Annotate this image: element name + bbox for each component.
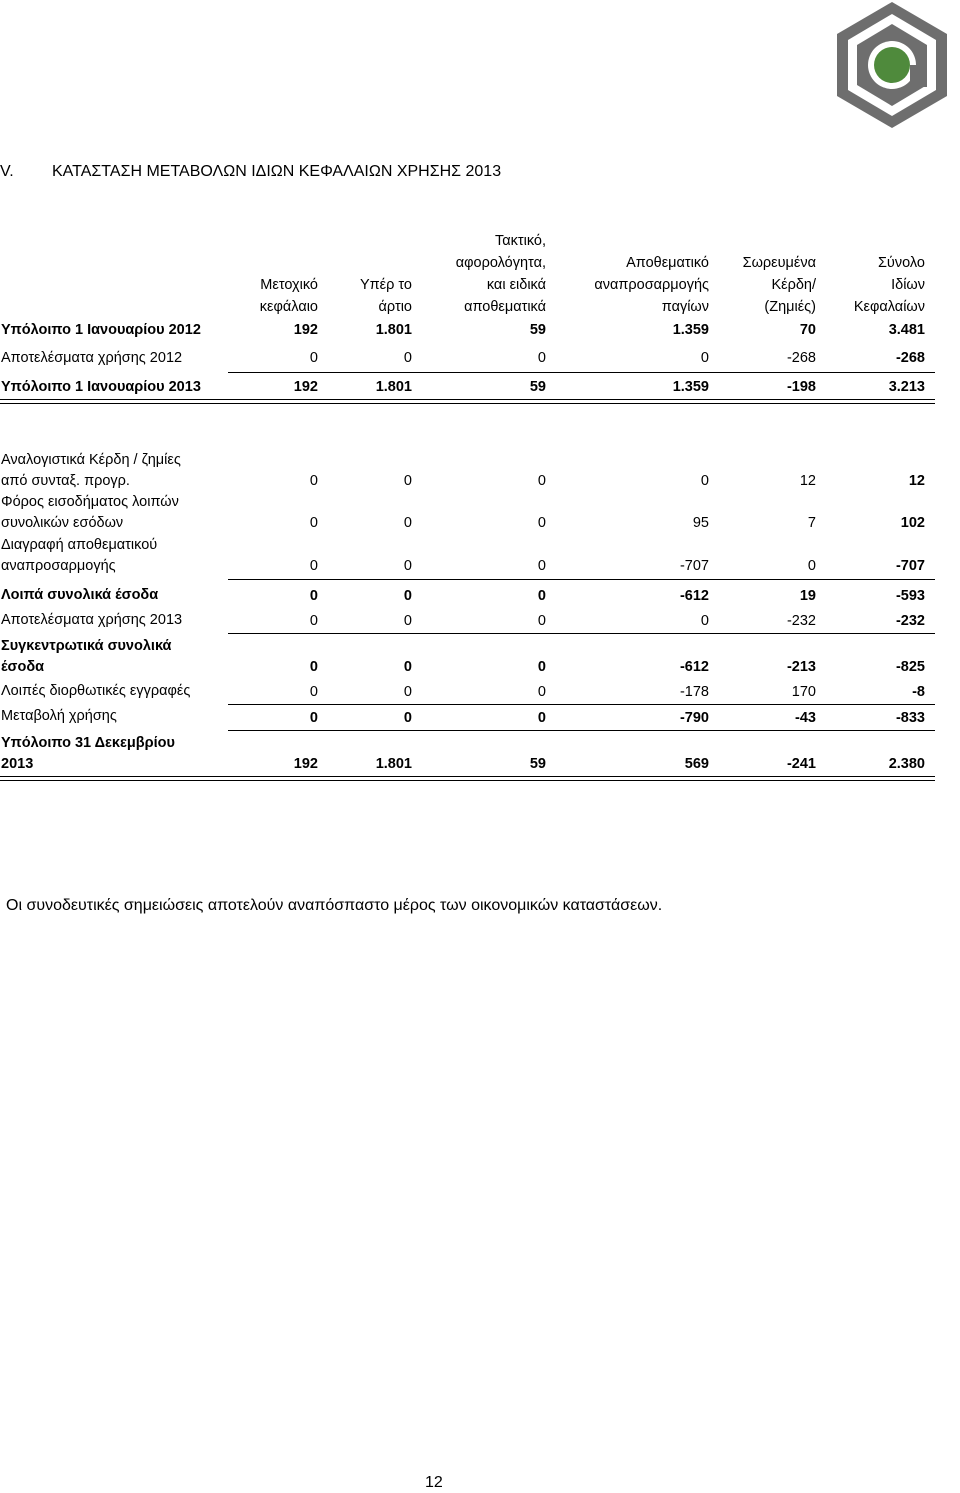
table-cell: -593 xyxy=(895,588,925,604)
row-divider xyxy=(228,633,935,634)
row-label-period-change: Μεταβολή χρήσης xyxy=(1,708,117,724)
table-cell: 0 xyxy=(403,473,412,489)
table-cell: 70 xyxy=(799,322,816,338)
table-cell: 59 xyxy=(529,756,546,772)
col-header-share-capital: Μετοχικό κεφάλαιο xyxy=(259,277,318,315)
row-label-actuarial-gains: Αναλογιστικά Κέρδη / ζημίες xyxy=(1,452,181,468)
table-cell: -8 xyxy=(912,684,925,700)
section-title xyxy=(0,163,501,181)
table-cell: -833 xyxy=(895,710,925,726)
company-logo-icon xyxy=(833,0,951,130)
page-number: 12 xyxy=(425,1474,443,1491)
table-cell: 0 xyxy=(537,350,546,366)
table-cell: 0 xyxy=(309,473,318,489)
row-label-income-tax-line2: συνολικών εσόδων xyxy=(1,515,124,531)
row-divider xyxy=(228,579,935,580)
row-divider xyxy=(228,730,935,731)
table-cell: 0 xyxy=(403,515,412,531)
row-label-results-2013: Αποτελέσματα χρήσης 2013 xyxy=(1,612,183,628)
table-cell: 0 xyxy=(537,684,546,700)
table-cell: -198 xyxy=(786,379,816,395)
table-cell: 0 xyxy=(403,659,412,675)
table-cell: -612 xyxy=(679,588,709,604)
col-header-retained-earnings: Σωρευμένα Κέρδη/ (Ζημιές) xyxy=(742,255,816,315)
table-cell: -790 xyxy=(679,710,709,726)
table-cell: 192 xyxy=(293,756,318,772)
table-cell: -707 xyxy=(895,558,925,574)
row-label-balance-dec-2013: Υπόλοιπο 31 Δεκεμβρίου xyxy=(1,735,175,751)
row-divider-double xyxy=(0,776,935,781)
table-cell: 3.213 xyxy=(888,379,925,395)
row-label-balance-2012: Υπόλοιπο 1 Ιανουαρίου 2012 xyxy=(1,322,201,338)
table-cell: 0 xyxy=(537,659,546,675)
table-cell: 59 xyxy=(529,379,546,395)
table-cell: 192 xyxy=(293,379,318,395)
table-cell: 0 xyxy=(309,659,318,675)
table-cell: 102 xyxy=(900,515,925,531)
row-divider-double xyxy=(0,399,935,404)
table-cell: 0 xyxy=(309,350,318,366)
table-cell: 0 xyxy=(537,515,546,531)
row-label-income-tax: Φόρος εισοδήματος λοιπών xyxy=(1,494,179,510)
table-cell: 7 xyxy=(807,515,816,531)
table-cell: 0 xyxy=(403,558,412,574)
row-label-balance-dec-2013-line2: 2013 xyxy=(1,756,34,772)
table-cell: 0 xyxy=(700,350,709,366)
table-cell: -232 xyxy=(895,613,925,629)
table-cell: -232 xyxy=(786,613,816,629)
table-cell: 192 xyxy=(293,322,318,338)
table-cell: -825 xyxy=(895,659,925,675)
table-cell: 0 xyxy=(309,558,318,574)
table-cell: 0 xyxy=(309,515,318,531)
col-header-total-equity: Σύνολο Ιδίων Κεφαλαίων xyxy=(853,255,925,315)
table-cell: 0 xyxy=(403,684,412,700)
table-cell: 1.801 xyxy=(375,379,412,395)
table-cell: 0 xyxy=(309,710,318,726)
table-cell: -178 xyxy=(679,684,709,700)
col-header-reserves: Τακτικό, αφορολόγητα, και ειδικά αποθεματικά xyxy=(455,233,546,315)
table-cell: 0 xyxy=(403,588,412,604)
table-cell: 170 xyxy=(791,684,816,700)
row-label-other-comprehensive-income: Λοιπά συνολικά έσοδα xyxy=(1,587,159,603)
table-cell: 12 xyxy=(799,473,816,489)
table-cell: 1.801 xyxy=(375,322,412,338)
table-cell: 0 xyxy=(309,684,318,700)
table-cell: -268 xyxy=(895,350,925,366)
table-cell: 0 xyxy=(537,588,546,604)
table-cell: 19 xyxy=(799,588,816,604)
table-cell: -268 xyxy=(786,350,816,366)
row-divider xyxy=(228,704,935,705)
table-cell: 1.359 xyxy=(672,379,709,395)
table-cell: 12 xyxy=(908,473,925,489)
table-cell: 0 xyxy=(700,473,709,489)
table-cell: -707 xyxy=(679,558,709,574)
table-cell: 0 xyxy=(537,613,546,629)
table-cell: -241 xyxy=(786,756,816,772)
table-cell: 95 xyxy=(692,515,709,531)
table-cell: 0 xyxy=(537,558,546,574)
row-label-actuarial-gains-line2: από συνταξ. προγρ. xyxy=(1,473,130,489)
table-cell: 0 xyxy=(309,588,318,604)
table-cell: 0 xyxy=(700,613,709,629)
row-label-total-comprehensive-income-line2: έσοδα xyxy=(1,659,45,675)
section-number: V. xyxy=(0,163,14,180)
footnote: Οι συνοδευτικές σημειώσεις αποτελούν αναπόσπαστο μέρος των οικονομικών καταστάσεων. xyxy=(6,897,663,914)
table-cell: 0 xyxy=(807,558,816,574)
table-cell: -43 xyxy=(795,710,816,726)
col-header-share-premium: Υπέρ το άρτιο xyxy=(359,277,412,315)
table-cell: 0 xyxy=(403,350,412,366)
row-label-other-adjustments: Λοιπές διορθωτικές εγγραφές xyxy=(1,683,191,699)
section-title-text: ΚΑΤΑΣΤΑΣΗ ΜΕΤΑΒΟΛΩΝ ΙΔΙΩΝ ΚΕΦΑΛΑΙΩΝ ΧΡΗΣΗΣ 2013 xyxy=(52,163,502,180)
row-label-reserve-writeoff: Διαγραφή αποθεματικού xyxy=(1,537,158,553)
row-label-balance-2013: Υπόλοιπο 1 Ιανουαρίου 2013 xyxy=(1,379,201,395)
table-cell: 2.380 xyxy=(888,756,925,772)
table-cell: 569 xyxy=(684,756,709,772)
table-cell: 0 xyxy=(403,613,412,629)
table-cell: 59 xyxy=(529,322,546,338)
table-cell: 0 xyxy=(403,710,412,726)
table-cell: 0 xyxy=(309,613,318,629)
table-cell: 1.359 xyxy=(672,322,709,338)
table-cell: 0 xyxy=(537,710,546,726)
row-label-reserve-writeoff-line2: αναπροσαρμογής xyxy=(1,558,116,574)
table-cell: 0 xyxy=(537,473,546,489)
col-header-revaluation-reserve: Αποθεματικό αναπροσαρμογής παγίων xyxy=(594,255,709,315)
table-cell: 3.481 xyxy=(888,322,925,338)
table-cell: 1.801 xyxy=(375,756,412,772)
row-label-results-2012: Αποτελέσματα χρήσης 2012 xyxy=(1,350,183,366)
row-label-total-comprehensive-income: Συγκεντρωτικά συνολικά xyxy=(1,638,172,654)
table-cell: -612 xyxy=(679,659,709,675)
row-divider xyxy=(228,372,935,373)
table-cell: -213 xyxy=(786,659,816,675)
